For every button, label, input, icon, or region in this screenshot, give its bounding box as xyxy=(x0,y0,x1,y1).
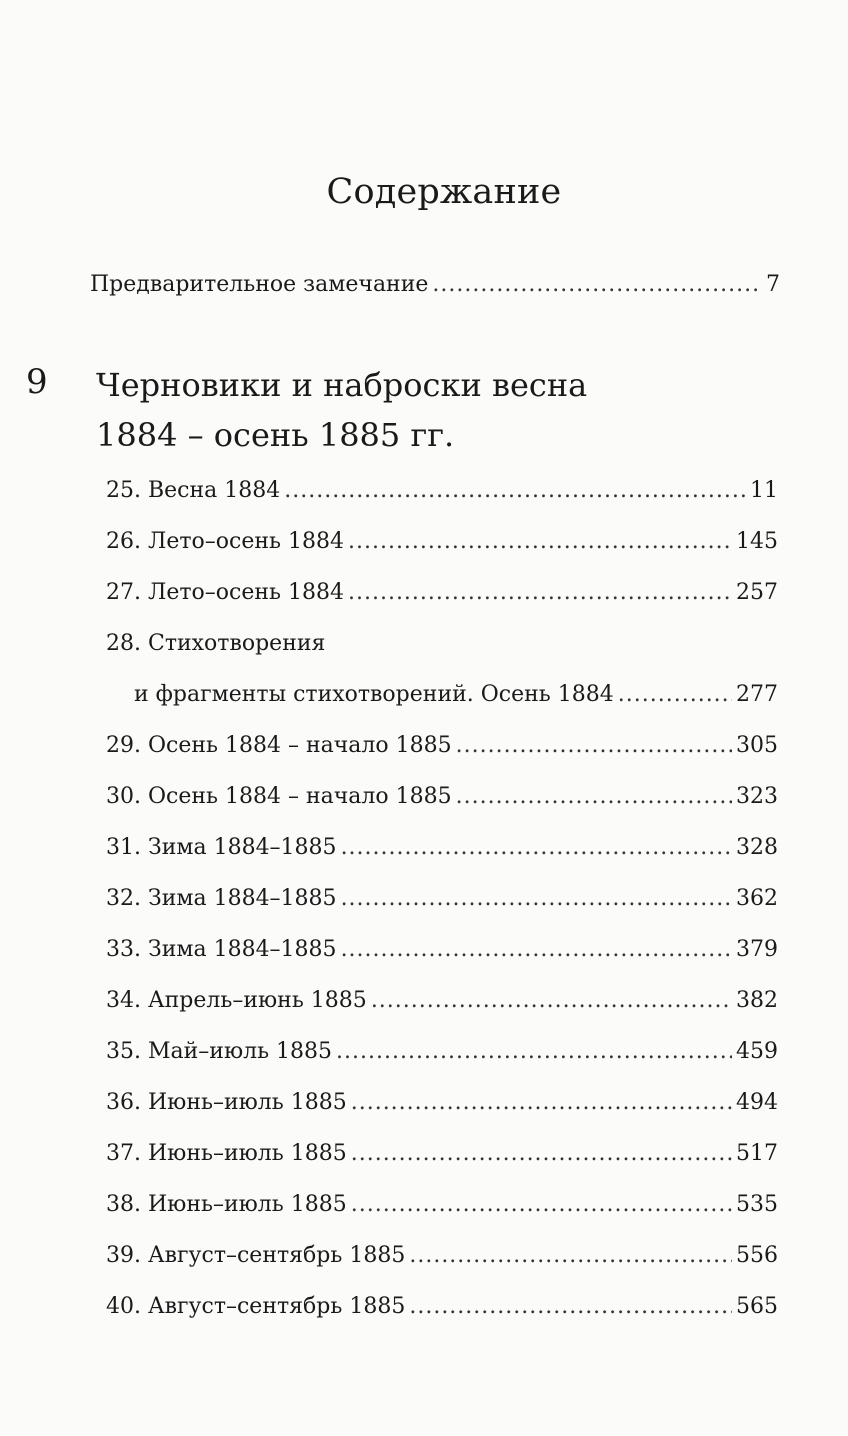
toc-entry-label: 32. Зима 1884–1885 xyxy=(106,886,337,911)
toc-entry[interactable] xyxy=(106,937,778,977)
toc-page-number: 565 xyxy=(736,1294,778,1319)
leader-dots xyxy=(336,1039,732,1064)
toc-page-number: 323 xyxy=(736,784,778,809)
toc-entry-label: 33. Зима 1884–1885 xyxy=(106,937,337,962)
toc-entry[interactable] xyxy=(106,478,778,518)
section-number: 9 xyxy=(26,362,48,402)
toc-entry-label: 35. Май–июль 1885 xyxy=(106,1039,333,1064)
toc-page-number: 494 xyxy=(736,1090,778,1115)
toc-entry[interactable] xyxy=(106,580,778,620)
toc-entry-label: Предварительное замечание xyxy=(90,272,429,297)
toc-entry-label: 34. Апрель–июнь 1885 xyxy=(106,988,367,1013)
leader-dots xyxy=(409,1243,732,1268)
toc-page-number: 305 xyxy=(736,733,778,758)
toc-entry[interactable] xyxy=(106,1192,778,1232)
toc-entry-label[interactable]: 28. Стихотворения xyxy=(106,631,326,656)
section-title xyxy=(96,360,716,460)
leader-dots xyxy=(351,1090,732,1115)
leader-dots xyxy=(409,1294,732,1319)
leader-dots xyxy=(351,1141,732,1166)
toc-entry[interactable] xyxy=(106,988,778,1028)
leader-dots xyxy=(341,835,732,860)
leader-dots xyxy=(341,886,732,911)
toc-entry[interactable] xyxy=(106,1243,778,1283)
toc-entry-label: 26. Лето–осень 1884 xyxy=(106,529,344,554)
leader-dots xyxy=(284,478,746,503)
toc-page-number: 459 xyxy=(736,1039,778,1064)
toc-entry-label: 31. Зима 1884–1885 xyxy=(106,835,337,860)
toc-page-number: 362 xyxy=(736,886,778,911)
toc-entry[interactable] xyxy=(106,1090,778,1130)
leader-dots xyxy=(456,784,732,809)
toc-entry-prelim[interactable] xyxy=(90,272,780,297)
toc-entry-label: 29. Осень 1884 – начало 1885 xyxy=(106,733,452,758)
toc-entry-label: 39. Август–сентябрь 1885 xyxy=(106,1243,406,1268)
toc-entry-label: 27. Лето–осень 1884 xyxy=(106,580,344,605)
leader-dots xyxy=(341,937,732,962)
toc-entry-label: 36. Июнь–июль 1885 xyxy=(106,1090,347,1115)
leader-dots xyxy=(348,529,732,554)
toc-page-number: 145 xyxy=(736,529,778,554)
toc-entry[interactable] xyxy=(106,1294,778,1334)
toc-page-number: 535 xyxy=(736,1192,778,1217)
toc-entry-label: и фрагменты стихотворений. Осень 1884 xyxy=(134,682,614,707)
leader-dots xyxy=(351,1192,732,1217)
toc-entry-label: 30. Осень 1884 – начало 1885 xyxy=(106,784,452,809)
toc-entry[interactable] xyxy=(106,529,778,569)
toc-entry[interactable] xyxy=(106,784,778,824)
leader-dots xyxy=(618,682,732,707)
toc-entry-label: 40. Август–сентябрь 1885 xyxy=(106,1294,406,1319)
toc-page-number: 257 xyxy=(736,580,778,605)
toc-page-number: 556 xyxy=(736,1243,778,1268)
toc-page-number: 11 xyxy=(750,478,778,503)
toc-entry[interactable] xyxy=(106,886,778,926)
toc-page-number: 7 xyxy=(766,272,780,297)
toc-page-number: 379 xyxy=(736,937,778,962)
toc-page-number: 517 xyxy=(736,1141,778,1166)
toc-entry[interactable] xyxy=(106,733,778,773)
leader-dots xyxy=(371,988,732,1013)
toc-page-number: 382 xyxy=(736,988,778,1013)
toc-entry-label: 38. Июнь–июль 1885 xyxy=(106,1192,347,1217)
leader-dots xyxy=(456,733,732,758)
toc-entry[interactable] xyxy=(106,1141,778,1181)
toc-entry[interactable] xyxy=(134,682,778,722)
toc-entry-label: 25. Весна 1884 xyxy=(106,478,281,503)
toc-entry-label: 37. Июнь–июль 1885 xyxy=(106,1141,347,1166)
section-title-line: 1884 – осень 1885 гг. xyxy=(96,416,455,454)
page-title: Содержание xyxy=(326,172,562,212)
section-title-line: Черновики и наброски весна xyxy=(96,366,588,404)
toc-entry[interactable] xyxy=(106,835,778,875)
leader-dots xyxy=(432,272,762,297)
toc-page-number: 277 xyxy=(736,682,778,707)
toc-page-number: 328 xyxy=(736,835,778,860)
leader-dots xyxy=(348,580,732,605)
toc-entry[interactable] xyxy=(106,1039,778,1079)
